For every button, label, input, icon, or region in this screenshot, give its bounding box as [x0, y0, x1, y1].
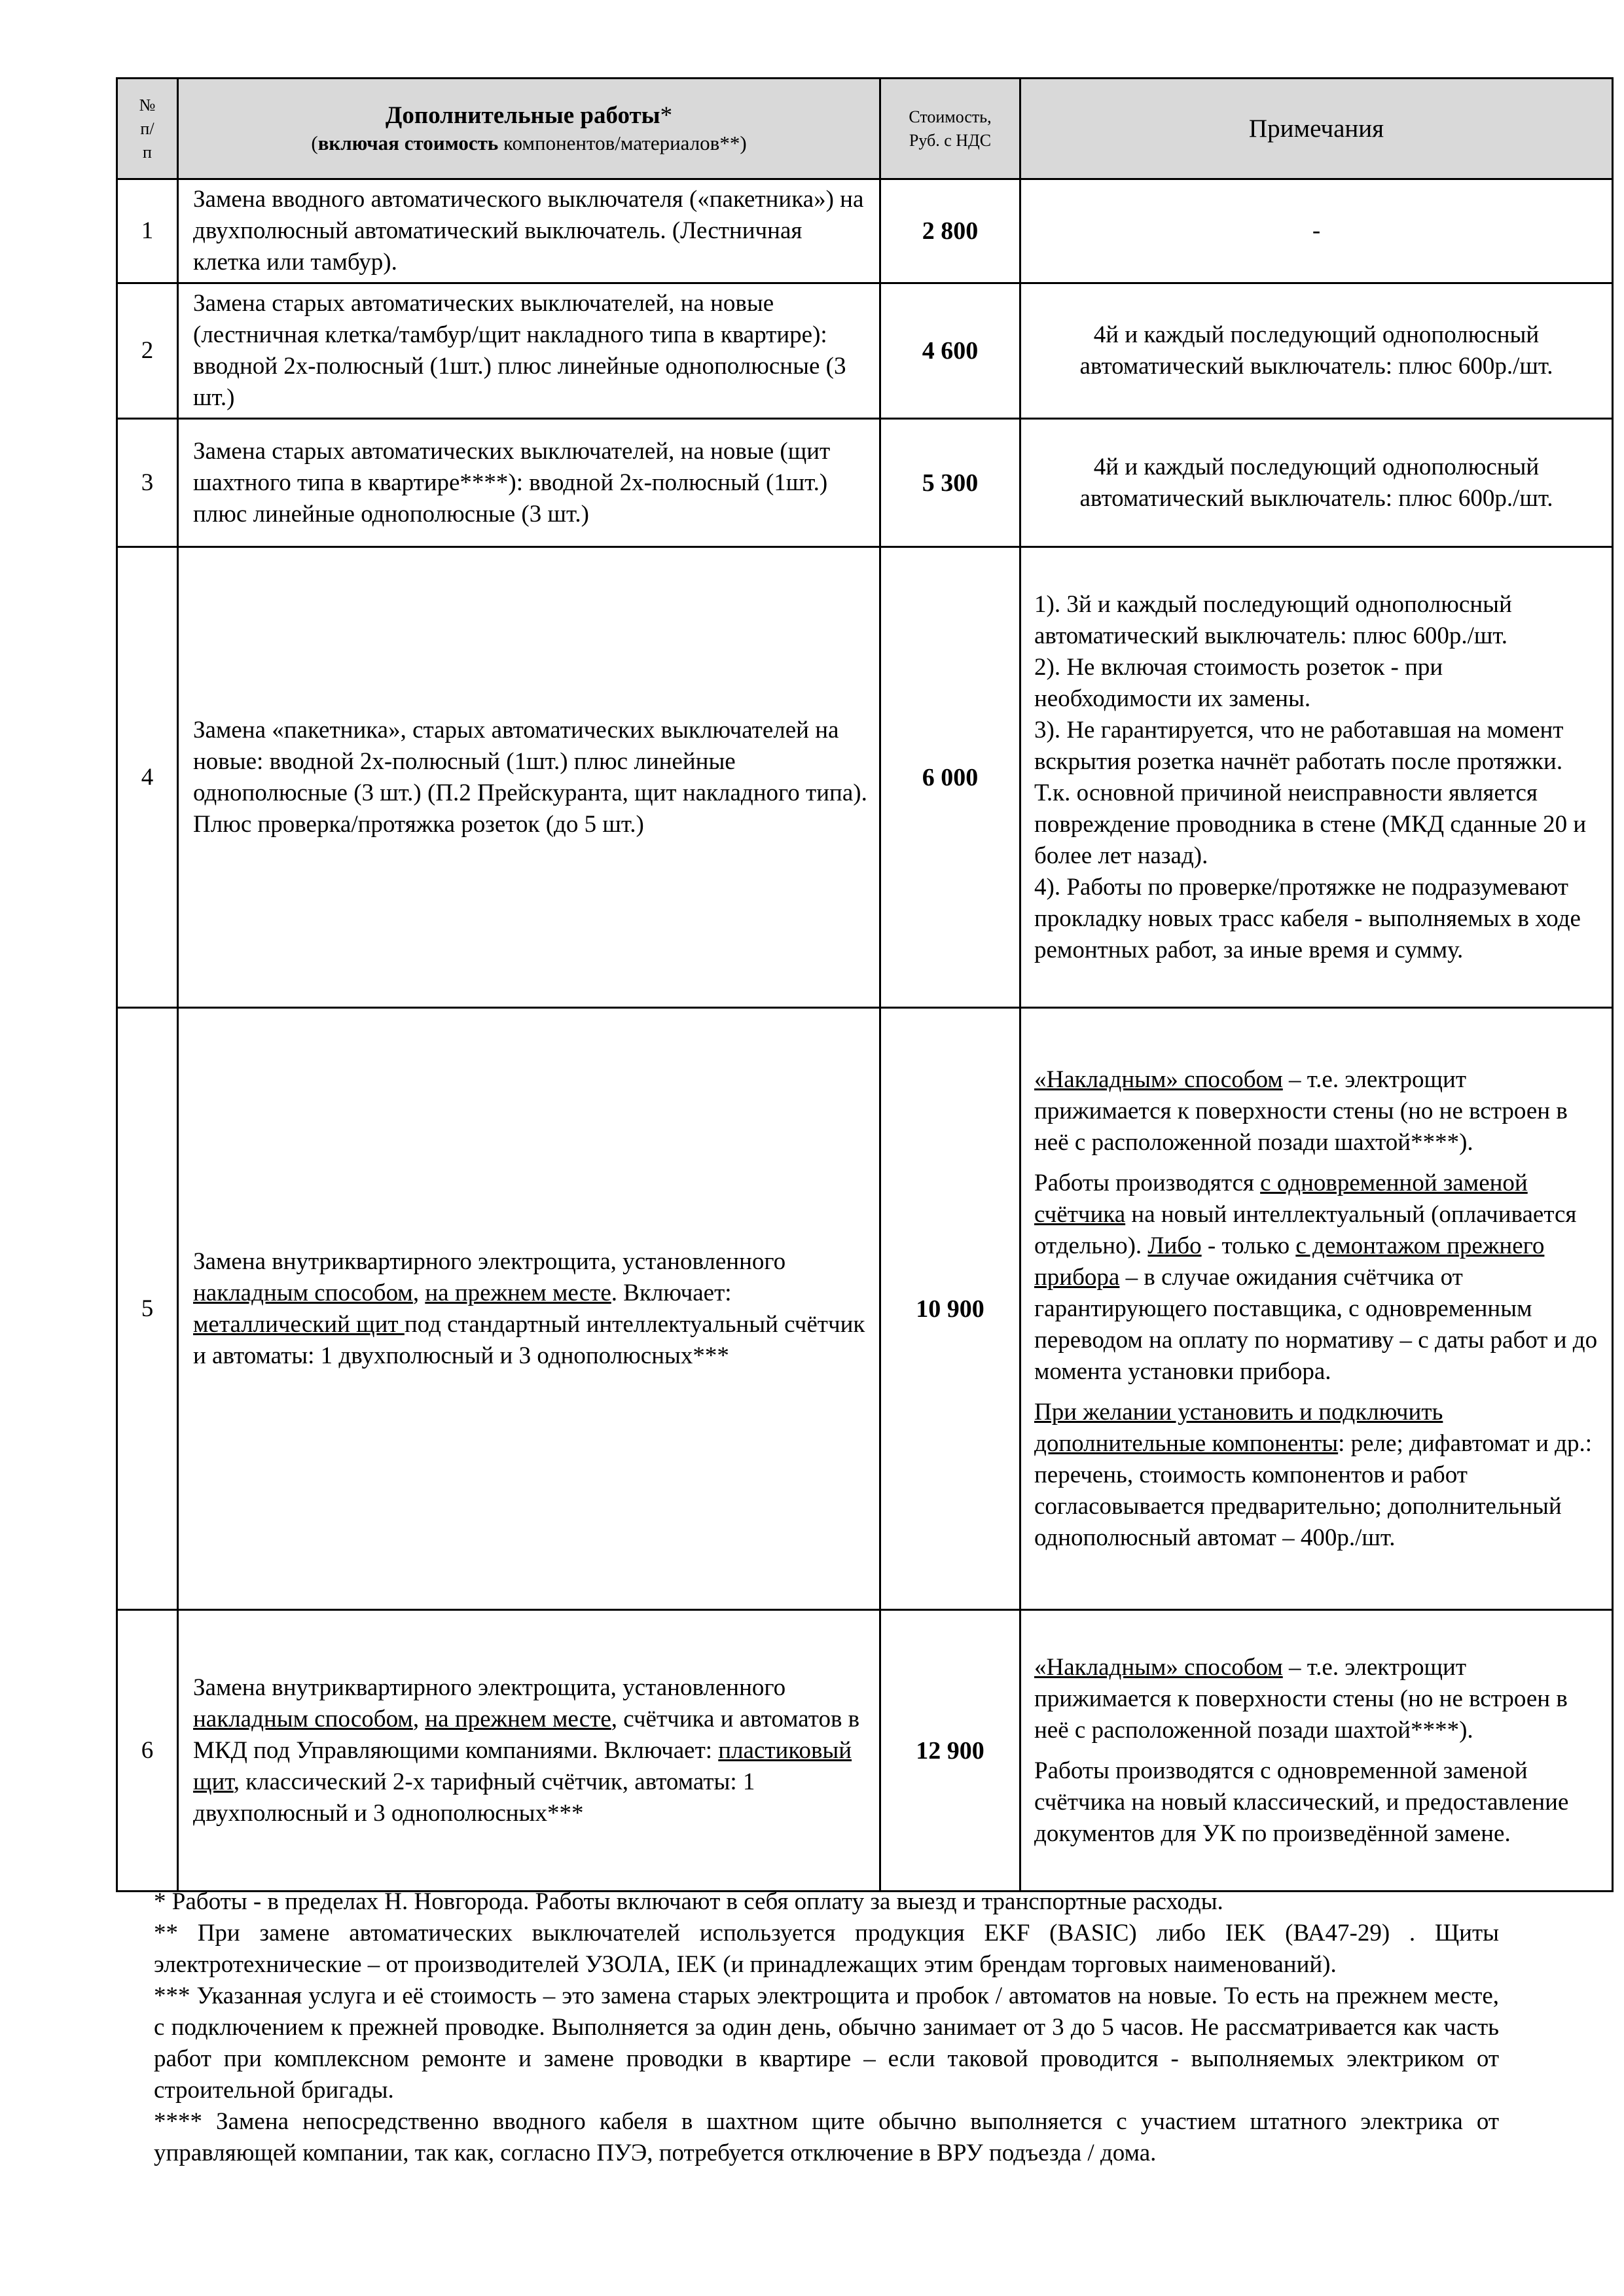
work-text: , классический 2-х тарифный счётчик, автоматы: 1 двухполюсный и 3 однополюсных*** [193, 1768, 755, 1827]
row-work-description [178, 1008, 880, 1610]
note-paragraph [1034, 1064, 1598, 1158]
note-text: Работы производятся [1034, 1169, 1261, 1196]
row-number: 6 [117, 1610, 178, 1892]
row-cost: 2 800 [880, 179, 1020, 283]
table-row [117, 547, 1613, 1008]
row-work-description [178, 1610, 880, 1892]
work-underlined: на прежнем месте [425, 1705, 611, 1732]
row-cost: 6 000 [880, 547, 1020, 1008]
row-number: 4 [117, 547, 178, 1008]
row-number: 2 [117, 283, 178, 419]
footnote-2: ** При замене автоматических выключателей используется продукция EKF (BASIC) либо IEK (ВА47-29) . Щиты электротехнические – от производителей УЗОЛА, IEK (и принадлежащих этим брендам торговых наименований). [154, 1920, 1499, 1978]
work-underlined: на прежнем месте [425, 1279, 611, 1306]
table-row [117, 1610, 1613, 1892]
work-text: под стандартный интеллектуальный счётчик и автоматы: 1 двухполюсный и 3 однополюсных*** [193, 1310, 865, 1369]
work-text: Замена внутриквартирного электрощита, установленного [193, 1247, 786, 1275]
note-underlined: При желании установить и подключить дополнительные компоненты [1034, 1398, 1443, 1457]
row-note [1020, 547, 1613, 1008]
work-text: , [412, 1705, 425, 1732]
header-work-subtitle-bold: включая стоимость [317, 131, 499, 154]
header-work-title [179, 101, 878, 130]
header-work-title-mark: * [660, 101, 673, 129]
row-note [1020, 1610, 1613, 1892]
header-work [178, 79, 880, 179]
header-work-subtitle: (включая стоимость компонентов/материалов**) [311, 131, 747, 154]
note-text: - только [1201, 1232, 1296, 1259]
footnote-3: *** Указанная услуга и её стоимость – это замена старых электрощита и пробок / автоматов на новые. То есть на прежнем месте, с подключением к прежней проводке. Выполняется за один день, обычно занимает от 3 до 5 часов. Не рассматривается как часть работ при комплексном ремонте и замене проводки в квартире – если таковой проводится - выполняемых электриком от строительной бригады. [154, 1982, 1499, 2104]
header-cost-line-1: Стоимость, [909, 107, 992, 126]
work-underlined: накладным способом [193, 1705, 413, 1732]
row-number: 5 [117, 1008, 178, 1610]
note-item: 2). Не включая стоимость розеток - при необходимости их замены. [1034, 653, 1443, 712]
note-item: 3). Не гарантируется, что не работавшая на момент вскрытия розетка начнёт работать после протяжки. Т.к. основной причиной неисправности является повреждение проводника в стене (МКД сданные 20 и более лет назад). [1034, 716, 1587, 869]
note-paragraph [1034, 1652, 1598, 1746]
footnotes [154, 1886, 1499, 2169]
note-underlined: «Накладным» способом [1034, 1066, 1283, 1093]
row-work-description: Замена старых автоматических выключателей, на новые (лестничная клетка/тамбур/щит накладного типа в квартире): вводной 2х-полюсный (1шт.) плюс линейные однополюсные (3 шт.) [178, 283, 880, 419]
table-header-row [117, 79, 1613, 179]
row-cost: 12 900 [880, 1610, 1020, 1892]
note-paragraph [1034, 1397, 1598, 1554]
note-item: 4). Работы по проверке/протяжке не подразумевают прокладку новых трасс кабеля - выполняемых в ходе ремонтных работ, за иные время и сумму. [1034, 873, 1581, 963]
header-cost-line-2: Руб. с НДС [909, 130, 992, 150]
note-text: : реле; дифавтомат и др.: перечень, стоимость компонентов и работ согласовывается предварительно; дополнительный однополюсный автомат – 400р./шт. [1034, 1429, 1593, 1551]
footnote-1: * Работы - в пределах Н. Новгорода. Работы включают в себя оплату за выезд и транспортные расходы. [154, 1888, 1223, 1915]
header-number-line-3: п [143, 142, 152, 162]
table-row [117, 179, 1613, 283]
row-number: 1 [117, 179, 178, 283]
note-item: 1). 3й и каждый последующий однополюсный автоматический выключатель: плюс 600р./шт. [1034, 590, 1512, 649]
work-underlined: пластиковый щит [193, 1736, 852, 1795]
row-work-description: Замена «пакетника», старых автоматических выключателей на новые: вводной 2х-полюсный (1шт.) плюс линейные однополюсные (3 шт.) (П.2 Прейскуранта, щит накладного типа). Плюс проверка/протяжка розеток (до 5 шт.) [178, 547, 880, 1008]
row-cost: 5 300 [880, 419, 1020, 547]
work-underlined: накладным способом [193, 1279, 413, 1306]
work-text: Замена внутриквартирного электрощита, установленного [193, 1674, 786, 1701]
row-note: - [1020, 179, 1613, 283]
note-underlined: «Накладным» способом [1034, 1653, 1283, 1681]
header-notes: Примечания [1020, 79, 1613, 179]
row-work-description: Замена вводного автоматического выключателя («пакетника») на двухполюсный автоматический выключатель. (Лестничная клетка или тамбур). [178, 179, 880, 283]
work-text: , счётчика и автоматов в МКД под Управляющими компаниями. Включает: [193, 1705, 860, 1764]
row-note: 4й и каждый последующий однополюсный автоматический выключатель: плюс 600р./шт. [1020, 419, 1613, 547]
note-underlined: с демонтажом прежнего прибора [1034, 1232, 1545, 1291]
note-text: – т.е. электрощит прижимается к поверхности стены (но не встроен в неё с расположенной позади шахтой****). [1034, 1066, 1568, 1156]
note-paragraph: Работы производятся с одновременной заменой счётчика на новый классический, и предоставление документов для УК по произведённой замене. [1034, 1757, 1569, 1847]
note-underlined: Либо [1147, 1232, 1202, 1259]
table-row [117, 419, 1613, 547]
header-work-subtitle-rest: компонентов/материалов**) [503, 131, 747, 154]
note-underlined: с одновременной заменой счётчика [1034, 1169, 1528, 1228]
footnote-4: **** Замена непосредственно вводного кабеля в шахтном щите обычно выполняется с участием штатного электрика от управляющей компании, так как, согласно ПУЭ, потребуется отключение в ВРУ подъезда / дома. [154, 2108, 1499, 2166]
note-text: на новый интеллектуальный (оплачивается отдельно). [1034, 1200, 1577, 1259]
note-paragraph [1034, 1168, 1598, 1388]
row-number: 3 [117, 419, 178, 547]
table-row [117, 1008, 1613, 1610]
header-work-title-text: Дополнительные работы [385, 101, 660, 129]
work-text: . Включает: [611, 1279, 732, 1306]
work-underlined: металлический щит [193, 1310, 405, 1338]
row-cost: 10 900 [880, 1008, 1020, 1610]
note-text: – т.е. электрощит прижимается к поверхности стены (но не встроен в неё с расположенной позади шахтой****). [1034, 1653, 1568, 1744]
note-text: – в случае ожидания счётчика от гарантирующего поставщика, с одновременным переводом на оплату по нормативу – с даты работ и до момента установки прибора. [1034, 1263, 1598, 1385]
row-work-description: Замена старых автоматических выключателей, на новые (щит шахтного типа в квартире****): вводной 2х-полюсный (1шт.) плюс линейные однополюсные (3 шт.) [178, 419, 880, 547]
additional-works-table [116, 77, 1614, 1892]
row-cost: 4 600 [880, 283, 1020, 419]
row-note: 4й и каждый последующий однополюсный автоматический выключатель: плюс 600р./шт. [1020, 283, 1613, 419]
header-cost [880, 79, 1020, 179]
row-note [1020, 1008, 1613, 1610]
header-number-line-1: № [139, 95, 156, 115]
work-text: , [412, 1279, 425, 1306]
table-row [117, 283, 1613, 419]
header-number-line-2: п/ [140, 118, 154, 138]
header-number [117, 79, 178, 179]
